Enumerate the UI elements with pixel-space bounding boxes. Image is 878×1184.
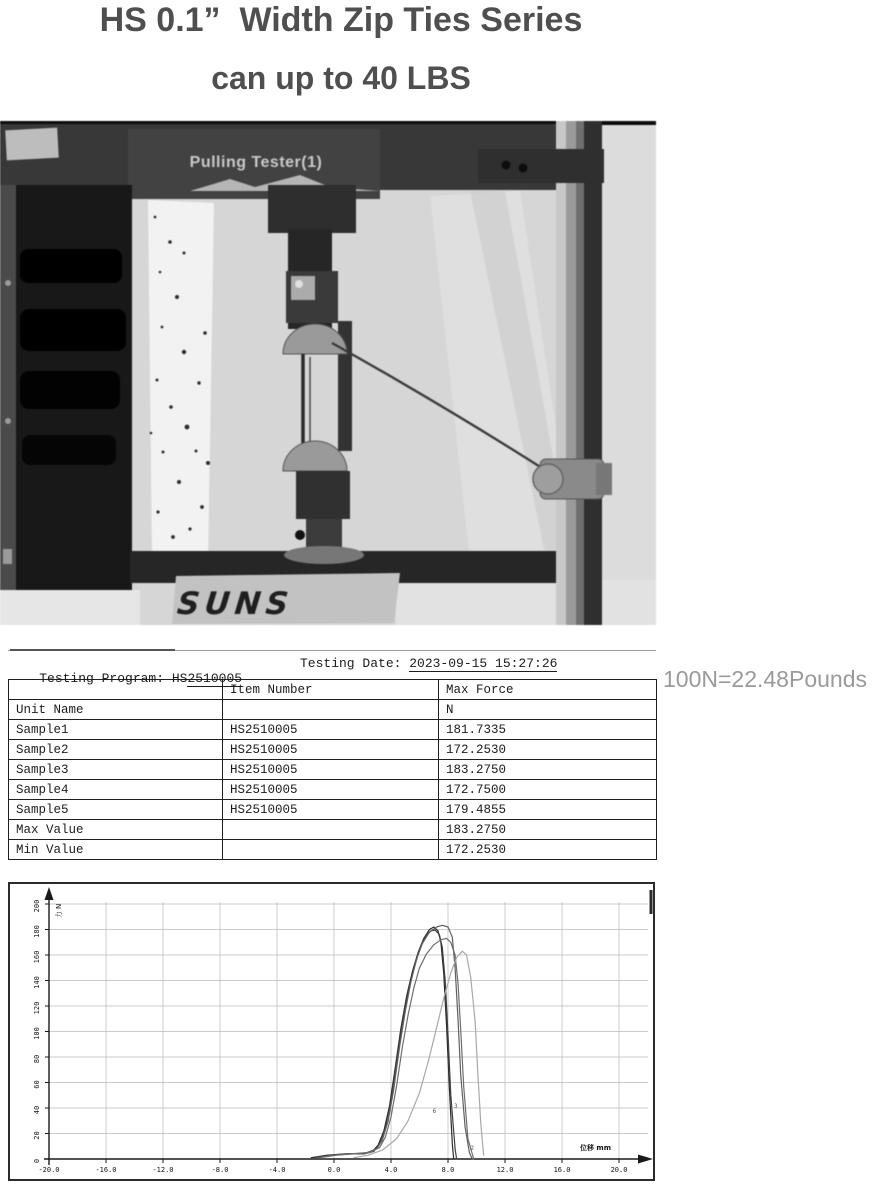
table-cell: N <box>439 700 657 720</box>
y-tick-label: 40 <box>33 1105 41 1115</box>
testing-program-label: Testing Program: <box>39 671 172 686</box>
y-tick-label: 180 <box>33 925 41 938</box>
title-line-1: HS 0.1” Width Zip Ties Series <box>99 1 583 39</box>
rail-mid <box>566 121 576 625</box>
x-tick-label: -12.0 <box>152 1166 174 1174</box>
x-tick-label: -16.0 <box>95 1166 117 1174</box>
column-header: Max Force <box>439 680 657 700</box>
speckle <box>159 271 162 274</box>
speckle <box>156 379 159 382</box>
floor-right <box>396 580 656 625</box>
floor-left <box>0 590 140 625</box>
speckle <box>183 252 186 255</box>
x-axis-label: 位移 mm <box>579 1144 611 1152</box>
speckle <box>188 527 191 530</box>
top-right-arm <box>478 149 604 183</box>
speckle <box>195 450 198 453</box>
table-cell: Sample1 <box>9 720 223 740</box>
x-tick-label: -4.0 <box>268 1166 286 1174</box>
testing-date-label: Testing Date: <box>300 656 410 671</box>
table-cell <box>223 820 439 840</box>
table-cell <box>223 840 439 860</box>
tower-slat <box>20 371 120 409</box>
connector-pin <box>295 280 303 288</box>
chart-annotation: 3 <box>454 1103 458 1110</box>
table-cell: 172.7500 <box>439 780 657 800</box>
table-row <box>9 780 657 800</box>
arm-bolt <box>502 161 511 170</box>
table-cell: Sample3 <box>9 760 223 780</box>
y-tick-label: 80 <box>33 1054 41 1064</box>
table-row <box>9 840 657 860</box>
table-cell: HS2510005 <box>223 760 439 780</box>
y-tick-label: 0 <box>33 1158 41 1164</box>
table-row <box>9 760 657 780</box>
table-cell: Unit Name <box>9 700 223 720</box>
table-cell: Min Value <box>9 840 223 860</box>
tower-slat <box>20 309 126 351</box>
table-cell: HS2510005 <box>223 740 439 760</box>
testing-program-value-underlined: 2510005 <box>187 671 243 686</box>
y-tick-label: 200 <box>33 899 41 913</box>
bracket-clamp <box>596 463 612 495</box>
tower-slat <box>20 249 122 283</box>
right-wall <box>602 121 656 625</box>
upper-bracket <box>268 185 356 233</box>
chart-annotation: 2 <box>470 1145 475 1153</box>
base-disc <box>284 546 364 564</box>
table-row <box>9 820 657 840</box>
table-cell: 172.2530 <box>439 740 657 760</box>
title-line-2: can up to 40 LBS <box>211 60 471 96</box>
logo-text: SUNS <box>175 586 295 622</box>
speckle <box>150 432 153 435</box>
series-sample2 <box>354 951 484 1157</box>
report-top-rule <box>8 650 656 653</box>
table-row <box>9 740 657 760</box>
table-row <box>9 720 657 740</box>
table-row <box>9 800 657 820</box>
report-header-line <box>8 656 656 686</box>
chart-annotation: 6 <box>432 1108 437 1116</box>
speckle <box>162 451 165 454</box>
rail-shade <box>576 121 584 625</box>
table-cell: HS2510005 <box>223 800 439 820</box>
x-tick-label: 12.0 <box>496 1166 514 1174</box>
rail-highlight <box>556 121 566 625</box>
speckle <box>154 216 157 219</box>
table-cell: 183.2750 <box>439 760 657 780</box>
x-tick-label: -20.0 <box>38 1166 60 1174</box>
speckle <box>171 535 175 539</box>
x-tick-label: 0.0 <box>327 1166 341 1174</box>
force-displacement-chart <box>8 882 655 1181</box>
rail-dark-stripe <box>584 121 602 625</box>
left-tower-edge <box>0 185 16 590</box>
speckle <box>168 240 172 244</box>
table-cell <box>223 700 439 720</box>
tower-slat <box>22 435 116 465</box>
x-tick-label: 16.0 <box>553 1166 571 1174</box>
lower-block <box>296 471 350 519</box>
speckle <box>182 350 186 354</box>
speckle <box>177 480 181 484</box>
table-cell: Sample5 <box>9 800 223 820</box>
conversion-note: 100N=22.48Pounds <box>663 666 867 692</box>
series-sample4 <box>320 938 474 1159</box>
speckle <box>156 510 159 513</box>
side-bolt <box>295 530 305 540</box>
table-cell: Max Value <box>9 820 223 840</box>
speckle <box>200 505 204 509</box>
machine-label: Pulling Tester(1) <box>189 154 323 171</box>
lower-cylinder <box>306 519 342 549</box>
y-tick-label: 60 <box>33 1080 41 1089</box>
table-cell: HS2510005 <box>223 720 439 740</box>
x-tick-label: 4.0 <box>384 1166 398 1174</box>
speckle <box>185 425 190 430</box>
tower-mark <box>5 418 11 424</box>
machine-photo-svg <box>0 121 656 625</box>
y-tick-label: 140 <box>33 976 41 989</box>
x-tick-label: 8.0 <box>441 1166 455 1174</box>
speckle <box>175 295 179 299</box>
table-cell: Sample2 <box>9 740 223 760</box>
speckle <box>203 331 207 335</box>
machine-photo <box>0 121 656 625</box>
tower-mark <box>3 549 12 564</box>
tower-mark <box>5 280 11 286</box>
speckle <box>197 381 200 384</box>
x-tick-label: 20.0 <box>610 1166 628 1174</box>
y-tick-label: 20 <box>33 1131 41 1140</box>
speckle <box>206 461 210 465</box>
testing-program-value: HS <box>171 671 188 686</box>
test-report <box>8 650 656 860</box>
y-tick-label: 100 <box>33 1027 41 1040</box>
y-tick-label: 120 <box>33 1001 41 1015</box>
x-axis-arrow <box>638 1155 653 1164</box>
speckle <box>161 326 164 329</box>
table-cell: Sample4 <box>9 780 223 800</box>
y-tick-label: 160 <box>33 950 41 964</box>
testing-date-value: 2023-09-15 15:27:26 <box>409 656 558 671</box>
top-left-sign <box>5 128 58 161</box>
y-axis-arrow <box>45 887 54 900</box>
table-cell: 183.2750 <box>439 820 657 840</box>
table-row <box>9 700 657 720</box>
results-table <box>8 679 657 860</box>
bracket-knob <box>533 464 563 494</box>
speckle <box>169 405 173 409</box>
chart-svg <box>10 884 653 1179</box>
y-axis-label: 力 N <box>55 903 63 919</box>
arm-bolt <box>519 164 528 173</box>
table-cell: HS2510005 <box>223 780 439 800</box>
x-tick-label: -8.0 <box>211 1166 229 1174</box>
table-cell: 172.2530 <box>439 840 657 860</box>
connector-block <box>291 276 315 300</box>
table-cell: 179.4855 <box>439 800 657 820</box>
column-header: Item Number <box>223 680 439 700</box>
table-cell: 181.7335 <box>439 720 657 740</box>
